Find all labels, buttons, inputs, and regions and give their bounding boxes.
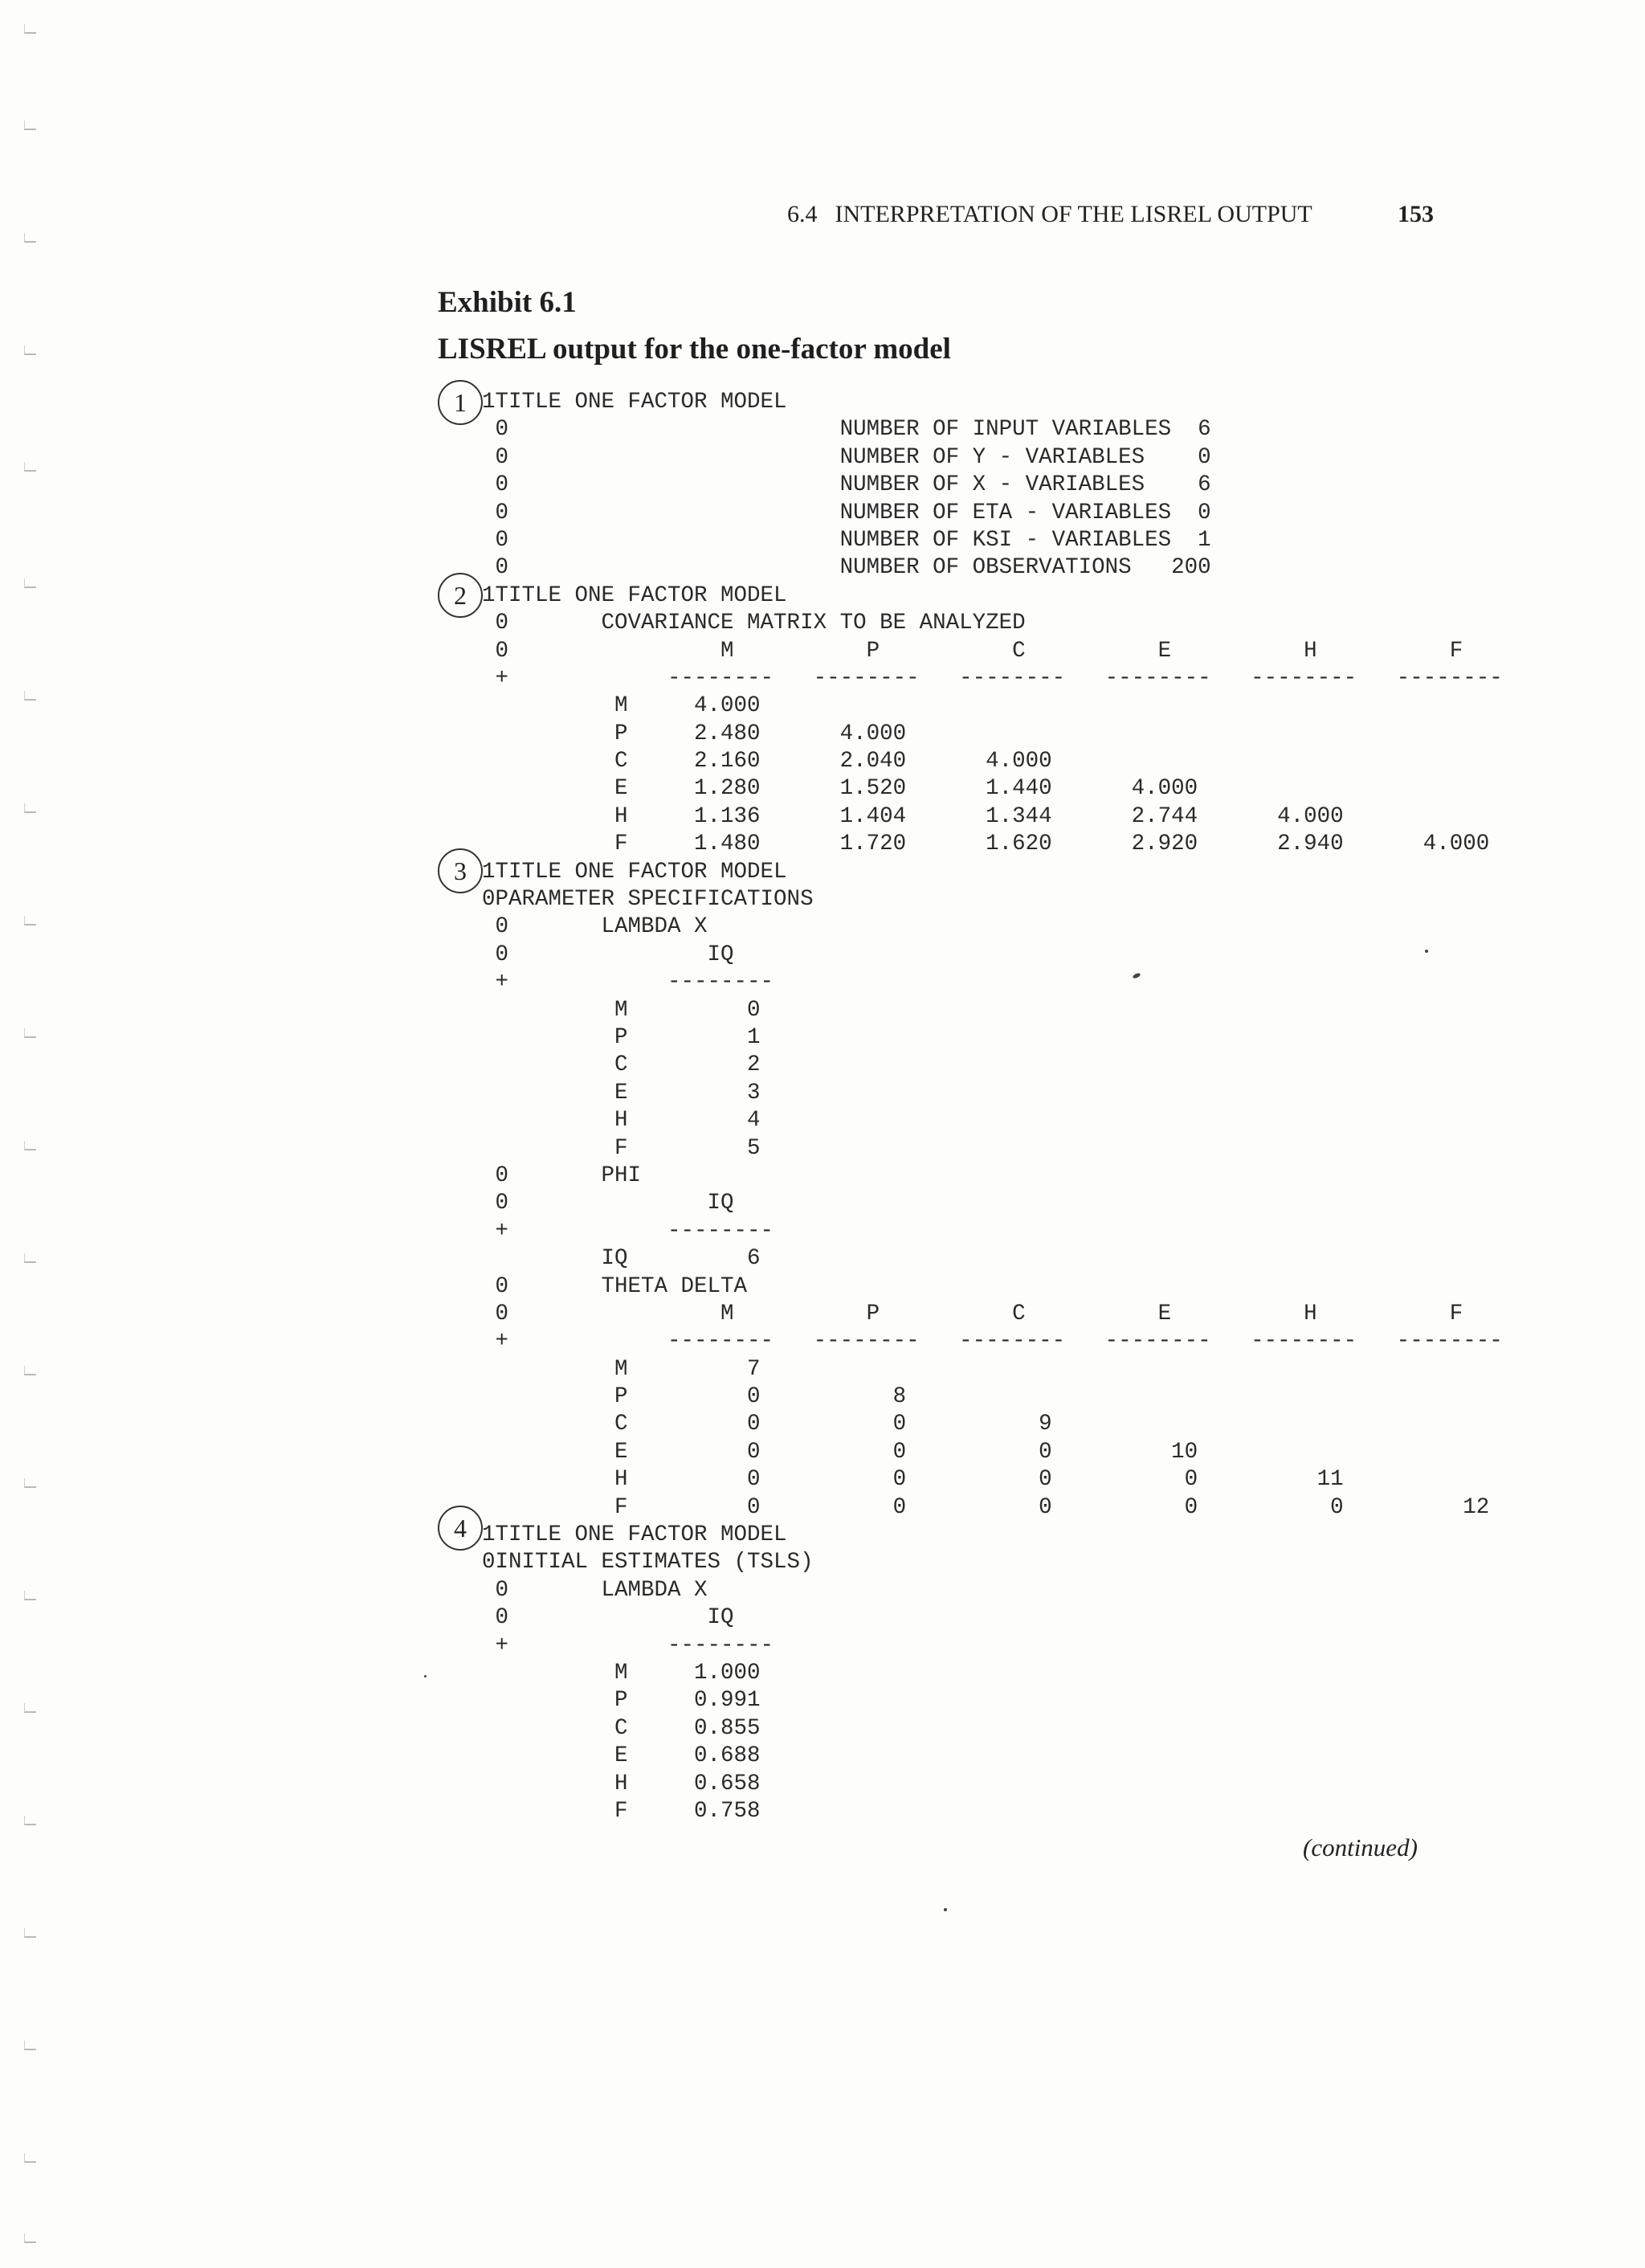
- output-line: P 0.991: [482, 1688, 761, 1714]
- running-header: [787, 201, 1434, 228]
- output-line: + --------: [482, 970, 774, 995]
- output-line: C 0.855: [482, 1715, 761, 1741]
- output-line: C 2.160 2.040 4.000: [482, 749, 1052, 774]
- output-line: 0 IQ: [482, 1605, 734, 1631]
- output-line: P 2.480 4.000: [482, 721, 907, 746]
- output-line: C 0 0 9: [482, 1412, 1052, 1437]
- scan-speck: [424, 1675, 427, 1678]
- output-line: 0 THETA DELTA: [482, 1273, 748, 1299]
- output-line: M 0: [482, 997, 761, 1023]
- output-line: C 2: [482, 1052, 761, 1078]
- output-line: H 1.136 1.404 1.344 2.744 4.000: [482, 803, 1344, 829]
- output-line: P 1: [482, 1024, 761, 1050]
- output-line: E 0.688: [482, 1743, 761, 1769]
- output-line: 0 NUMBER OF OBSERVATIONS 200: [482, 555, 1211, 581]
- lisrel-output-listing: [482, 389, 1503, 1825]
- output-line: H 0.658: [482, 1771, 761, 1796]
- output-line: M 1.000: [482, 1660, 761, 1686]
- output-line: + --------: [482, 1633, 774, 1658]
- scan-edge-marks: [24, 0, 35, 2268]
- output-line: 0 M P C E H F: [482, 1301, 1463, 1326]
- output-line: IQ 6: [482, 1246, 761, 1272]
- output-line: E 0 0 0 10: [482, 1439, 1198, 1465]
- continued-note: (continued): [1303, 1833, 1418, 1861]
- output-line: H 0 0 0 0 11: [482, 1467, 1344, 1493]
- output-line: H 4: [482, 1108, 761, 1134]
- output-line: 1TITLE ONE FACTOR MODEL: [482, 582, 787, 608]
- output-line: 0 NUMBER OF ETA - VARIABLES 0: [482, 500, 1211, 525]
- marker-3: 3: [438, 848, 483, 893]
- output-line: + -------- -------- -------- -------- -------- --------: [482, 665, 1503, 691]
- output-line: 1TITLE ONE FACTOR MODEL: [482, 390, 787, 415]
- output-line: 1TITLE ONE FACTOR MODEL: [482, 859, 787, 885]
- output-line: F 0 0 0 0 0 12: [482, 1494, 1490, 1520]
- output-line: F 0.758: [482, 1798, 761, 1824]
- output-line: 0INITIAL ESTIMATES (TSLS): [482, 1550, 814, 1575]
- output-line: 0 NUMBER OF X - VARIABLES 6: [482, 472, 1211, 498]
- output-line: P 0 8: [482, 1384, 907, 1410]
- scan-speck: [944, 1908, 947, 1911]
- output-line: 0 LAMBDA X: [482, 914, 708, 940]
- output-line: F 5: [482, 1135, 761, 1161]
- output-line: M 4.000: [482, 693, 761, 719]
- marker-1: 1: [438, 380, 483, 425]
- output-line: + --------: [482, 1218, 774, 1244]
- scan-speck: [1425, 950, 1428, 953]
- marker-2: 2: [438, 573, 483, 618]
- output-line: 0PARAMETER SPECIFICATIONS: [482, 887, 814, 913]
- output-line: 0 COVARIANCE MATRIX TO BE ANALYZED: [482, 611, 1026, 636]
- marker-4: 4: [438, 1506, 483, 1551]
- output-line: 0 NUMBER OF KSI - VARIABLES 1: [482, 527, 1211, 553]
- section-number: 6.4: [787, 201, 818, 227]
- exhibit-label: Exhibit 6.1: [438, 286, 577, 319]
- output-line: M 7: [482, 1356, 761, 1382]
- output-line: E 1.280 1.520 1.440 4.000: [482, 776, 1198, 802]
- output-line: F 1.480 1.720 1.620 2.920 2.940 4.000: [482, 832, 1490, 857]
- output-line: 0 PHI: [482, 1163, 642, 1188]
- output-line: E 3: [482, 1080, 761, 1105]
- output-line: 0 IQ: [482, 1191, 734, 1216]
- output-line: + -------- -------- -------- -------- -------- --------: [482, 1329, 1503, 1355]
- output-line: 0 M P C E H F: [482, 638, 1463, 664]
- output-line: 0 NUMBER OF INPUT VARIABLES 6: [482, 417, 1211, 443]
- output-line: 1TITLE ONE FACTOR MODEL: [482, 1522, 787, 1548]
- page-number: 153: [1398, 201, 1434, 227]
- output-line: 0 LAMBDA X: [482, 1577, 708, 1603]
- output-line: 0 IQ: [482, 942, 734, 967]
- output-line: 0 NUMBER OF Y - VARIABLES 0: [482, 444, 1211, 470]
- exhibit-caption: LISREL output for the one-factor model: [438, 333, 951, 366]
- section-title: INTERPRETATION OF THE LISREL OUTPUT: [835, 201, 1312, 227]
